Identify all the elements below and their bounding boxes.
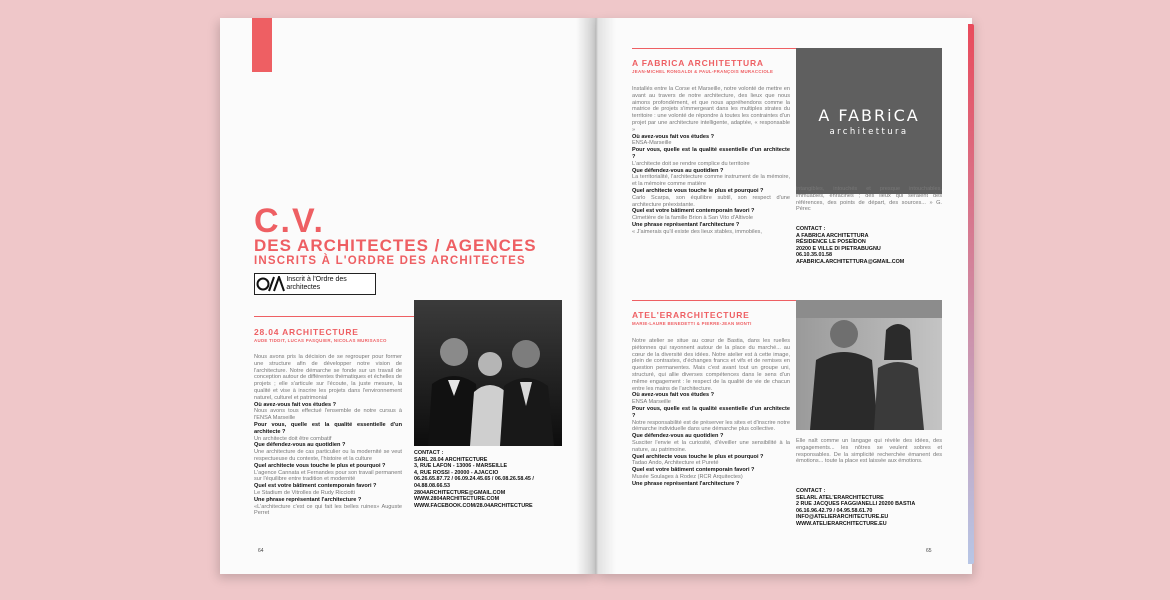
contact-block xyxy=(796,226,946,266)
logo-main-text: A FABRiCA xyxy=(818,105,920,125)
contact-block xyxy=(796,488,946,528)
answer: Tadao Ando, Architecture et Pureté xyxy=(632,460,719,467)
answer: Carlo Scarpa, son équilibre subtil, son respect d'une architecture préexistante. xyxy=(632,194,790,208)
answer: « J'aimerais qu'il existe des lieux stables, immobiles, xyxy=(632,228,762,235)
contact-block xyxy=(414,450,564,509)
question: Quel architecte vous touche le plus et pourquoi ? xyxy=(632,453,764,460)
answer: Nous avons tous effectué l'ensemble de notre cursus à l'ENSA Marseille xyxy=(254,408,402,422)
question: Que défendez-vous au quotidien ? xyxy=(632,433,724,440)
question: Pour vous, quelle est la qualité essentielle d'un architecte ? xyxy=(632,405,790,419)
intro-text: Installés entre la Corse et Marseille, notre volonté de mettre en avant au travers de notre architecture, des lieux que nous aimons profondément, et que nous appréhendons comme la matrice de projets s'immergeant dans les multiples strates du territoire : une volonté de répondre à toutes les contraintes d'un projet par une architecture intelligente, adaptée, « responsable » xyxy=(632,86,790,133)
answer: Cimetière de la famille Brion à San Vito d'Altivole xyxy=(632,215,753,222)
answer: L'architecte doit se rendre complice du territoire xyxy=(632,160,750,167)
accent-block xyxy=(252,18,272,72)
answer: L'agence Cannata et Fernandes pour son travail permanent sur l'équilibre entre tradition et modernité xyxy=(254,469,402,483)
ordre-emblem-icon xyxy=(255,275,286,294)
page-edge-strip xyxy=(968,24,974,564)
continuation-text xyxy=(796,438,942,465)
question: Que défendez-vous au quotidien ? xyxy=(632,167,724,174)
contact-line: 4, RUE ROSSI - 20000 - AJACCIO xyxy=(414,469,499,476)
section-names: MARIE-LAURE BENEDETTI & PIERRE-JEAN MONTI xyxy=(632,321,752,326)
magazine-spread xyxy=(220,18,972,574)
continuation-text xyxy=(796,186,942,213)
answer: Un architecte doit être combatif xyxy=(254,435,332,442)
answer: Notre responsabilité est de préserver les sites et d'inscrire notre démarche individuelle dans une démarche plus collective. xyxy=(632,419,790,433)
answer: ENSA-Marseille xyxy=(632,140,672,147)
contact-heading: CONTACT : xyxy=(796,488,826,494)
ordre-architectes-logo xyxy=(254,273,376,295)
section-title: 28.04 ARCHITECTURE xyxy=(254,327,359,337)
contact-line: 20200 E VILLE DI PIETRABUGNU xyxy=(796,245,881,252)
intro-text: Nous avons pris la décision de se regrouper pour former une structure afin de développer notre vision de l'architecture. Notre démarche se fonde sur un travail de conception autour de différentes thématiques et échelles de projets ; elle s'articule sur l'écoute, la juste mesure, la qualité et vise à inscrire les projets dans l'environnement naturel, culturel et patrimonial xyxy=(254,354,402,401)
question: Une phrase représentant l'architecture ? xyxy=(254,496,362,503)
contact-heading: CONTACT : xyxy=(414,450,444,456)
cv-title: C.V. xyxy=(254,202,326,240)
contact-line: 3, RUE LAFON - 13006 - MARSEILLE xyxy=(414,463,508,470)
question: Quel est votre bâtiment contemporain favori ? xyxy=(632,467,755,474)
answer: ENSA Marseille xyxy=(632,399,671,406)
section-body xyxy=(632,86,790,236)
question: Où avez-vous fait vos études ? xyxy=(632,133,715,140)
section-names: AUDE TIDDIT, LUCAS PASQUIER, NICOLAS MURISASCO xyxy=(254,338,387,343)
a-fabrica-logo xyxy=(796,48,942,194)
logo-sub-text: architettura xyxy=(829,126,909,137)
section-title: A FABRICA ARCHITETTURA xyxy=(632,58,764,68)
contact-line: 06.16.96.42.79 / 04.95.58.61.70 xyxy=(796,507,873,514)
ordre-logo-text: Inscrit à l'Ordre des architectes xyxy=(286,276,347,291)
question: Une phrase représentant l'architecture ? xyxy=(632,221,740,228)
answer: Le Stadium de Vitrolles de Rudy Ricciotti xyxy=(254,489,355,496)
answer: Une architecture de cas particulier ou la modernité se veut respectueuse du contexte, l'histoire et la culture xyxy=(254,449,402,462)
contact-line: 06.10.35.01.58 xyxy=(796,252,832,259)
right-page xyxy=(596,18,972,574)
page-number: 64 xyxy=(258,548,264,554)
section-names: JEAN-MICHEL RONGALDI & PAUL-FRANÇOIS MURACCIOLE xyxy=(632,69,774,74)
contact-line: 2804ARCHITECTURE@GMAIL.COM xyxy=(414,489,506,496)
section-body xyxy=(254,354,402,517)
question: Quel architecte vous touche le plus et pourquoi ? xyxy=(632,187,764,194)
question: Pour vous, quelle est la qualité essentielle d'un architecte ? xyxy=(254,421,402,435)
contact-line: WWW.ATELIERARCHITECTURE.EU xyxy=(796,520,887,527)
question: Où avez-vous fait vos études ? xyxy=(632,392,715,399)
contact-heading: CONTACT : xyxy=(796,226,826,232)
contact-line: INFO@ATELIERARCHITECTURE.EU xyxy=(796,514,889,521)
question: Une phrase représentant l'architecture ? xyxy=(632,480,740,487)
section-title: ATEL'ERARCHITECTURE xyxy=(632,310,750,320)
question: Quel est votre bâtiment contemporain favori ? xyxy=(254,483,377,490)
page-number: 65 xyxy=(926,548,932,554)
contact-line: AFABRICA.ARCHITETTURA@GMAIL.COM xyxy=(796,258,905,265)
contact-line: WWW.FACEBOOK.COM/28.04ARCHITECTURE xyxy=(414,502,533,509)
continuation-paragraph: intangibles, intouchés et presque intouchables, immuables, enracinés ; des lieux qui seraient des références, des points de départ, des sources... » G. Pérec xyxy=(796,186,942,213)
continuation-paragraph: Elle naît comme un langage qui révèle des idées, des engagements... les nôtres se veulent sobres et responsables. De la simplicité recherchée émanent des émotions... toute la place est laissée aux émotions. xyxy=(796,438,942,465)
answer: La territorialité, l'architecture comme instrument de la mémoire, et la mémoire comme matière xyxy=(632,174,790,188)
contact-line: SARL 28.04 ARCHITECTURE xyxy=(414,456,488,463)
left-page xyxy=(220,18,596,574)
section-divider xyxy=(632,48,796,49)
section-divider xyxy=(254,316,414,317)
question: Quel est votre bâtiment contemporain favori ? xyxy=(632,208,755,215)
team-photo xyxy=(414,300,562,446)
intro-text: Notre atelier se situe au cœur de Bastia, dans les ruelles piétonnes qui rayonnent autour de la place du marché... au cœur de la diversité des idées. Notre atelier est à cette image, plein de contrastes, d'échanges francs et vifs et de remises en question permanentes. Mais c'est avant tout un groupe uni, structuré, qui allie diverses compétences dans le sens d'un même engagement : le respect de la qualité de vie de chacun entre les mains de l'architecture. xyxy=(632,338,790,392)
section-body xyxy=(632,338,790,488)
question: Que défendez-vous au quotidien ? xyxy=(254,442,346,449)
cv-subtitle: DES ARCHITECTES / AGENCES xyxy=(254,236,537,255)
answer: «L'architecture c'est ce qui fait les belles ruines» Auguste Perret xyxy=(254,503,402,517)
cv-subtitle-secondary: INSCRITS À L'ORDRE DES ARCHITECTES xyxy=(254,255,526,267)
contact-line: 2 RUE JACQUES FAGGIANELLI 20200 BASTIA xyxy=(796,501,916,508)
question: Quel architecte vous touche le plus et pourquoi ? xyxy=(254,462,386,469)
contact-line: 06.26.65.87.72 / 06.09.24.45.65 / 06.08.26.58.45 / 04.88.08.66.53 xyxy=(414,476,534,489)
section-divider xyxy=(632,300,796,301)
answer: Musée Soulages à Rodez (RCR Arquitectes) xyxy=(632,473,743,480)
answer: Susciter l'envie et la curiosité, d'éveiller une sensibilité à la nature, au patrimoine. xyxy=(632,439,790,453)
contact-line: SELARL ATEL'ERARCHITECTURE xyxy=(796,494,884,501)
contact-line: A FABRICA ARCHITETTURA xyxy=(796,232,869,239)
question: Où avez-vous fait vos études ? xyxy=(254,401,337,408)
question: Pour vous, quelle est la qualité essentielle d'un architecte ? xyxy=(632,147,790,160)
contact-line: WWW.2804ARCHITECTURE.COM xyxy=(414,496,500,503)
contact-line: RÉSIDENCE LE POSEÏDON xyxy=(796,239,866,246)
team-photo xyxy=(796,300,942,430)
